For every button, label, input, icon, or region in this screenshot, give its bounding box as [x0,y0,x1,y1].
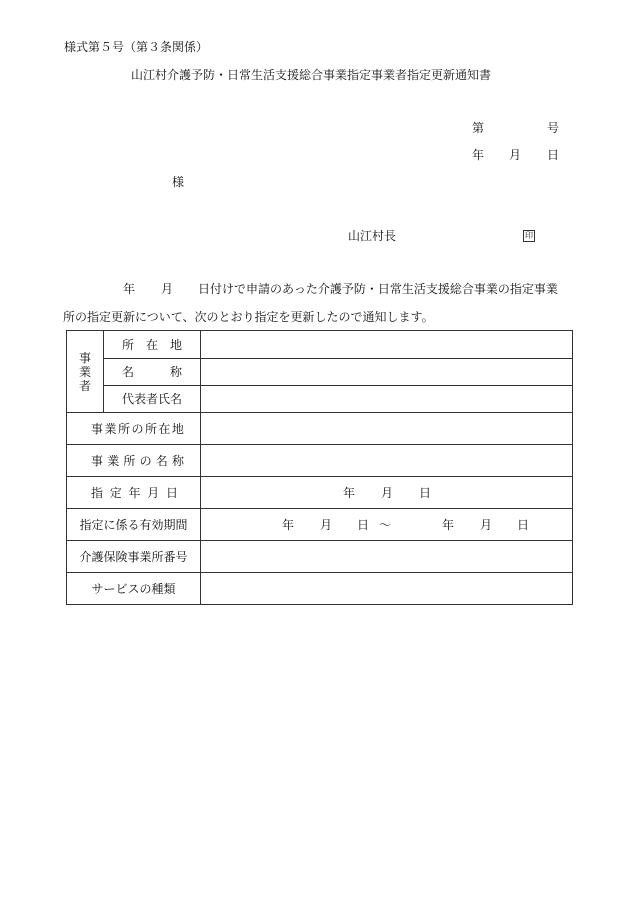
validity-start-month: 月 [320,518,333,532]
validity-end-month: 月 [480,518,493,532]
issuer-name: 山江村長 [348,229,397,243]
designation-year: 年 [343,486,356,500]
addressee-suffix: 様 [172,175,185,189]
document-title: 山江村介護予防・日常生活支援総合事業指定事業者指定更新通知書 [131,68,492,82]
body-text-line1: 日付けで申請のあった介護予防・日常生活支援総合事業の指定事業 [198,282,558,296]
group-label-char: 事 [78,350,91,365]
representative-name-field[interactable] [201,386,573,413]
validity-start-year: 年 [282,518,295,532]
service-type-field[interactable] [201,573,573,605]
service-type-label: サービスの種類 [67,573,201,605]
validity-end-day: 日 [517,518,530,532]
notice-table [66,330,573,605]
insurance-number-field[interactable] [201,541,573,573]
doc-number-suffix: 号 [547,121,560,135]
doc-date-day: 日 [547,148,560,162]
table-row [67,359,573,386]
validity-period-field[interactable] [201,509,573,541]
address-label: 所 在 地 [104,331,201,359]
table-row [67,509,573,541]
body-text-line2: 所の指定更新について、次のとおり指定を更新したので通知します。 [63,310,434,324]
doc-date-month: 月 [509,148,522,162]
office-address-field[interactable] [201,413,573,445]
business-operator-group-label [67,331,104,413]
office-address-label: 事 業 所 の 所 在 地 [67,413,201,445]
table-row [67,386,573,413]
group-label-char: 者 [78,378,91,393]
designation-date-field[interactable] [201,477,573,509]
address-field[interactable] [201,331,573,359]
form-number: 様式第５号（第３条関係） [64,40,209,54]
designation-date-label: 指 定 年 月 日 [67,477,201,509]
validity-tilde: ～ [379,518,392,532]
body-year: 年 [123,282,136,296]
validity-start-day: 日 [357,518,370,532]
validity-period-label: 指定に係る有効期間 [67,509,201,541]
table-row [67,541,573,573]
office-name-field[interactable] [201,445,573,477]
doc-date-year: 年 [472,148,485,162]
name-field[interactable] [201,359,573,386]
table-row [67,477,573,509]
validity-end-year: 年 [442,518,455,532]
designation-month: 月 [381,486,394,500]
office-name-label: 事 業 所 の 名 称 [67,445,201,477]
body-month: 月 [161,282,174,296]
table-row [67,413,573,445]
insurance-number-label: 介護保険事業所番号 [67,541,201,573]
doc-number-prefix: 第 [472,121,485,135]
seal-mark: 印 [525,231,533,240]
representative-name-label: 代表者氏名 [104,386,201,413]
table-row [67,331,573,359]
group-label-char: 業 [78,364,91,379]
name-label: 名 称 [104,359,201,386]
table-row [67,573,573,605]
table-row [67,445,573,477]
designation-day: 日 [419,486,432,500]
